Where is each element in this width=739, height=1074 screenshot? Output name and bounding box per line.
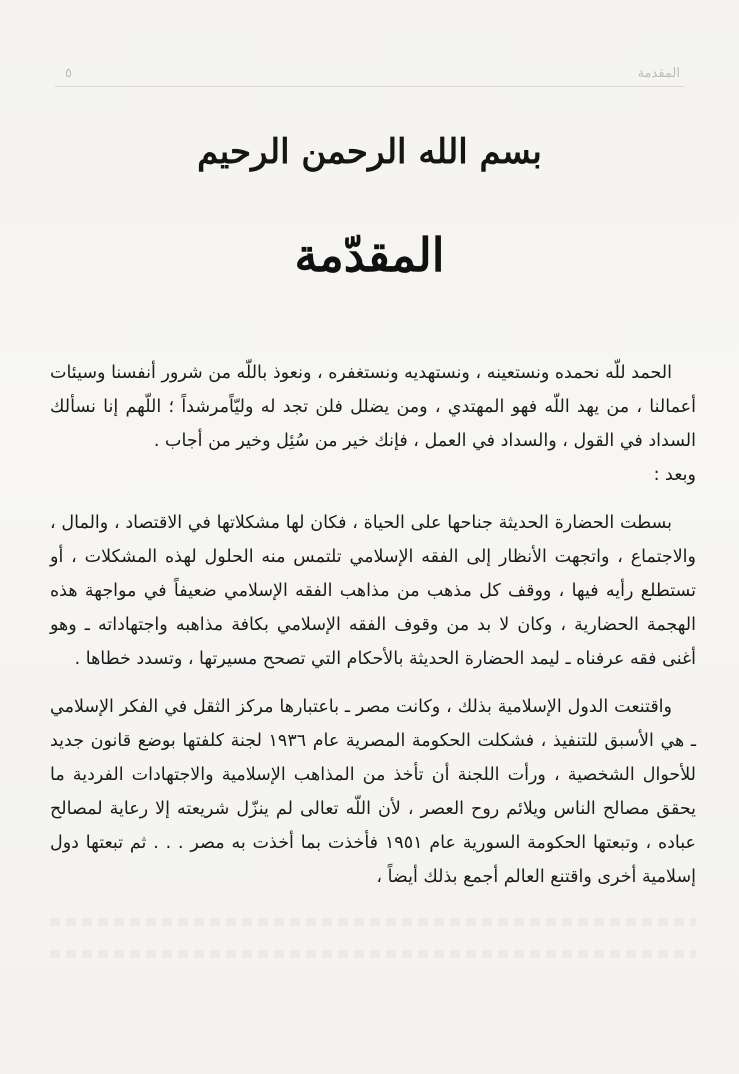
running-header bbox=[55, 64, 684, 87]
paragraph-transition: وبعد : bbox=[653, 465, 696, 485]
paragraph-opening: الحمد للّه نحمده ونستعينه ، ونستهديه ونستغفره ، ونعوذ باللّه من شرور أنفسنا وسيئات أعمالنا ، من يهد اللّه فهو المهتدي ، ومن يضلل فلن تجد له وليّاًمرشداً ؛ اللّهم إنا نسألك السداد في القول ، والسداد في العمل ، فإنك خير من سُئِل وخير من أجاب . bbox=[50, 363, 696, 451]
body-text bbox=[50, 356, 696, 894]
bleed-through-line bbox=[50, 950, 696, 958]
bleed-through-line bbox=[50, 918, 696, 926]
page-number: ٥ bbox=[65, 66, 72, 81]
paragraph-civilization: بسطت الحضارة الحديثة جناحها على الحياة ، فكان لها مشكلاتها في الاقتصاد ، والمال ، والاجتماع ، واتجهت الأنظار إلى الفقه الإسلامي تلتمس منه الحلول لهذه المشكلات ، أو تستطلع رأيه فيها ، ووقف كل مذهب من مذاهب الفقه الإسلامي ضعيفاً في مواجهة هذه الهجمة الحضارية ، وكان لا بد من وقوف الفقه الإسلامي بكافة مذاهبه واجتهاداته ـ وهو أغنى فقه عرفناه ـ ليمد الحضارة الحديثة بالأحكام التي تصحح مسيرتها ، وتسدد خطاها . bbox=[50, 513, 696, 669]
paragraph-states: واقتنعت الدول الإسلامية بذلك ، وكانت مصر ـ باعتبارها مركز الثقل في الفكر الإسلامي ـ هي الأسبق للتنفيذ ، فشكلت الحكومة المصرية عام ١٩٣٦ لجنة كلفتها بوضع قانون جديد للأحوال الشخصية ، ورأت اللجنة أن تأخذ من المذاهب الإسلامية والاجتهادات الفردية ما يحقق مصالح الناس ويلائم روح العصر ، لأن اللّه تعالى لم ينزّل شريعته إلا رعاية لمصالح عباده ، وتبعتها الحكومة السورية عام ١٩٥١ فأخذت بما أخذت به مصر . . . ثم تبعتها دول إسلامية أخرى واقتنع العالم أجمع بذلك أيضاً ، bbox=[50, 697, 696, 887]
page-title: المقدّمة bbox=[294, 228, 445, 282]
running-header-chapter: المقدمة bbox=[637, 66, 680, 81]
basmala: بسم الله الرحمن الرحيم bbox=[197, 132, 542, 172]
